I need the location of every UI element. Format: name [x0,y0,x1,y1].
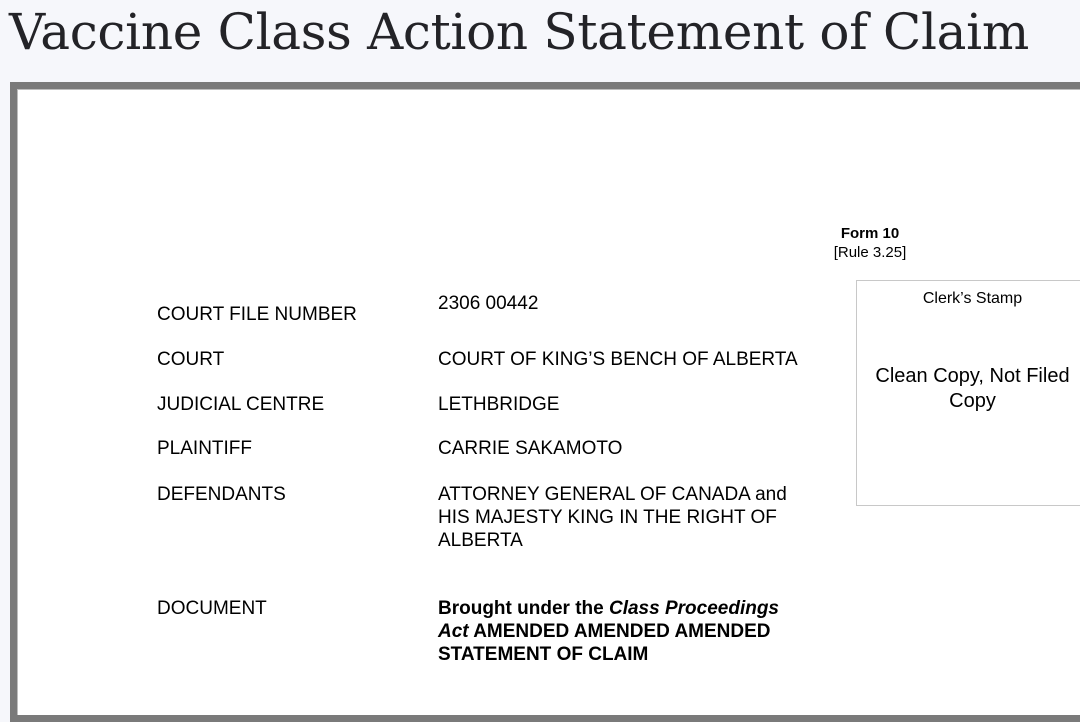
field-value-judicial-centre: LETHBRIDGE [438,394,560,415]
clerk-stamp-label: Clerk’s Stamp [922,290,1023,307]
field-label-court: COURT [157,349,225,370]
field-label-judicial-centre: JUDICIAL CENTRE [157,394,325,415]
field-label-document: DOCUMENT [157,598,267,619]
act-name-italic: Class Proceedings [608,598,780,619]
field-value-plaintiff: CARRIE SAKAMOTO [438,438,623,459]
field-label-plaintiff: PLAINTIFF [157,438,253,459]
form-rule: [Rule 3.25] [833,244,907,261]
clerk-stamp-note: Clean Copy, Not Filed Copy [875,365,1070,412]
page-title: Vaccine Class Action Statement of Claim [9,3,1029,61]
field-label-court-file-number: COURT FILE NUMBER [157,304,357,325]
field-value-court: COURT OF KING’S BENCH OF ALBERTA [438,349,798,370]
form-header [820,224,920,262]
act-name-italic-2: Act [438,621,469,642]
field-value-court-file-number: 2306 00442 [438,293,539,314]
field-value-defendants: ATTORNEY GENERAL OF CANADA and HIS MAJESTY KING IN THE RIGHT OF ALBERTA [438,484,787,551]
document-title-suffix: AMENDED AMENDED AMENDED STATEMENT OF CLAIM [438,621,771,665]
form-number: Form 10 [840,225,900,242]
clerk-stamp-box [856,280,1080,506]
field-value-document [438,597,813,666]
document-title-prefix: Brought under the [438,598,609,619]
field-label-defendants: DEFENDANTS [157,484,286,505]
